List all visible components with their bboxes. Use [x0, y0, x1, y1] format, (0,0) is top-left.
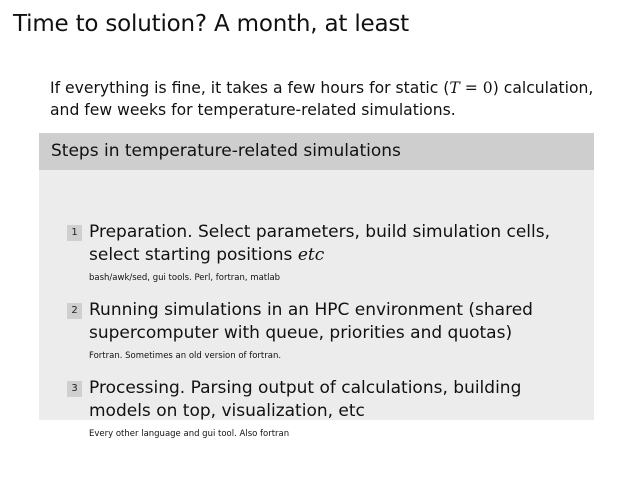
step-text: Running simulations in an HPC environment (shared supercomputer with queue, priorities and quotas)	[89, 300, 533, 343]
step-text: Processing. Parsing output of calculations, building models on top, visualization, etc	[89, 378, 522, 421]
step-item-processing	[67, 377, 572, 440]
step-text	[89, 221, 572, 267]
intro-text-before: If everything is fine, it takes a few hours for static (	[50, 79, 450, 97]
step-note: Fortran. Sometimes an old version of fortran.	[89, 351, 282, 361]
slide-title: Time to solution? A month, at least	[13, 11, 409, 37]
step-text-main: Preparation. Select parameters, build simulation cells, select starting positions	[89, 222, 551, 265]
intro-math-variable: T	[449, 79, 460, 97]
step-note: bash/awk/sed, gui tools. Perl, fortran, matlab	[89, 273, 281, 283]
step-item-preparation	[67, 221, 572, 284]
intro-text-after: ) calculation, and few weeks for temperature-related simulations.	[50, 79, 594, 119]
step-number-badge: 2	[67, 303, 82, 319]
step-number-badge: 1	[67, 225, 82, 241]
step-item-running	[67, 299, 572, 362]
intro-paragraph	[50, 77, 595, 121]
step-note: Every other language and gui tool. Also fortran	[89, 429, 290, 439]
steps-block-body	[39, 170, 594, 439]
steps-block-title: Steps in temperature-related simulations	[39, 133, 594, 170]
steps-block	[39, 133, 594, 439]
step-text-italic: etc	[297, 245, 325, 265]
intro-math	[449, 79, 492, 97]
step-number-badge: 3	[67, 381, 82, 397]
intro-math-rest: = 0	[459, 79, 493, 97]
